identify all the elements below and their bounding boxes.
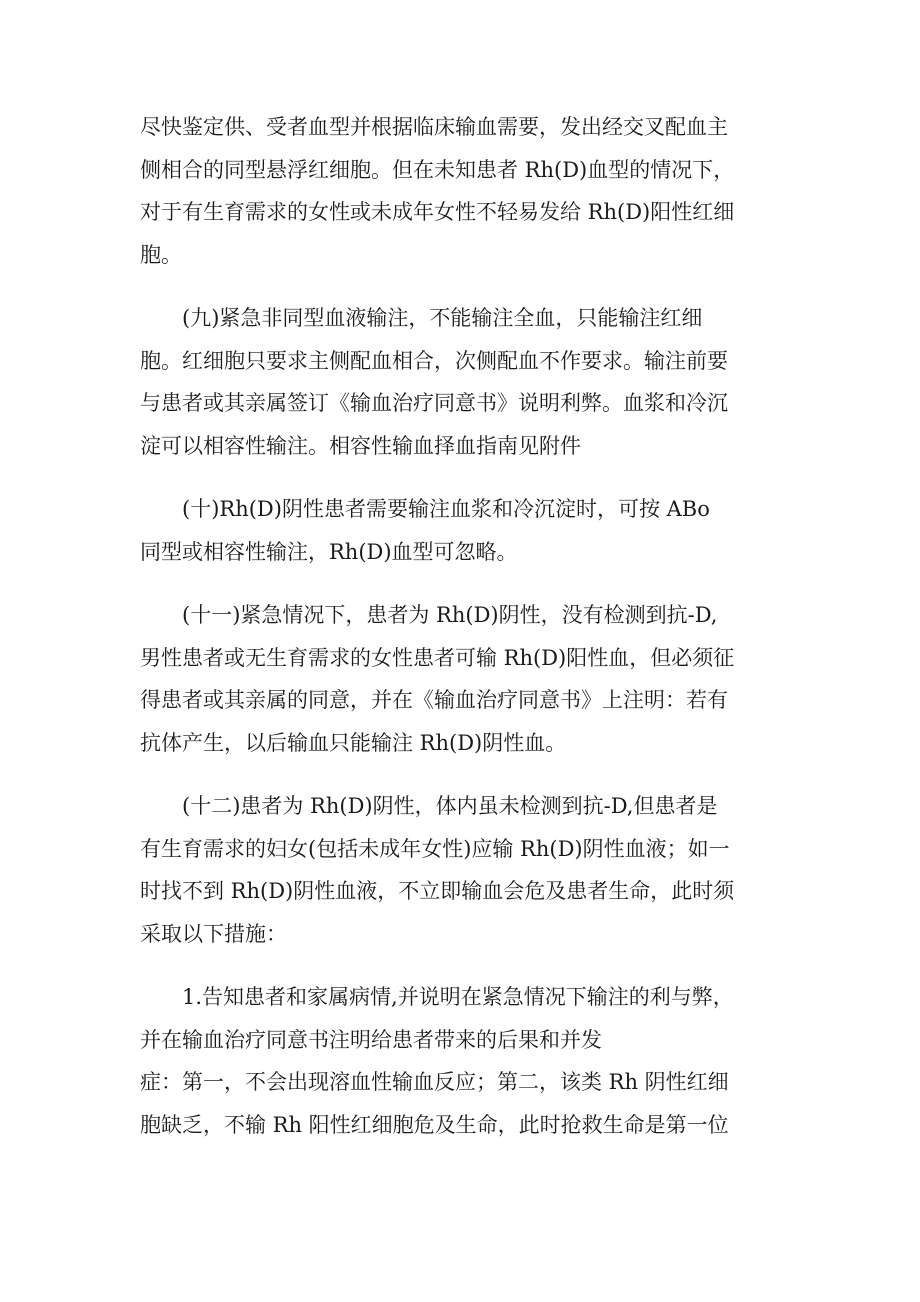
paragraph-item-11: [140, 594, 790, 764]
text-line: (十)Rh(D)阴性患者需要输注血浆和冷沉淀时，可按 ABo: [182, 497, 710, 521]
paragraph-gap: [140, 467, 790, 488]
text-line: 胞缺乏，不输 Rh 阳性红细胞危及生命，此时抢救生命是第一位: [140, 1112, 729, 1137]
text-line: 侧相合的同型悬浮红细胞。但在未知患者 Rh(D)血型的情况下，: [140, 157, 735, 182]
paragraph-measure-1-continued: [140, 1061, 790, 1146]
text-line: 对于有生育需求的女性或未成年女性不轻易发给 Rh(D)阳性红细: [140, 200, 735, 224]
text-line: 尽快鉴定供、受者血型并根据临床输血需要，发出经交叉配血主: [140, 115, 728, 139]
paragraph-gap: [140, 955, 790, 976]
paragraph-gap: [140, 573, 790, 594]
text-line: 男性患者或无生育需求的女性患者可输 Rh(D)阳性血，但必须征: [140, 645, 735, 670]
paragraph-item-10: [140, 488, 790, 573]
paragraph-item-12: [140, 785, 790, 955]
paragraph-continuation: [140, 106, 790, 276]
text-line: 1.告知患者和家属病情,并说明在紧急情况下输注的利与弊，: [182, 985, 734, 1009]
text-line: 得患者或其亲属的同意，并在《输血治疗同意书》上注明：若有: [140, 688, 728, 712]
text-line: 症：第一，不会出现溶血性输血反应；第二，该类 Rh 阴性红细: [140, 1070, 729, 1094]
text-line: 胞。红细胞只要求主侧配血相合，次侧配血不作要求。输注前要: [140, 348, 728, 373]
paragraph-measure-1: [140, 976, 790, 1061]
text-line: 并在输血治疗同意书注明给患者带来的后果和并发: [140, 1027, 602, 1052]
text-line: 有生育需求的妇女(包括未成年女性)应输 Rh(D)阴性血液；如一: [140, 836, 730, 861]
text-line: 胞。: [140, 242, 182, 267]
text-line: 与患者或其亲属签订《输血治疗同意书》说明利弊。血浆和冷沉: [140, 391, 728, 415]
paragraph-item-9: [140, 297, 790, 467]
text-line: (九)紧急非同型血液输注，不能输注全血，只能输注红细: [182, 306, 703, 330]
text-line: (十二)患者为 Rh(D)阴性，体内虽未检测到抗-D,但患者是: [182, 794, 718, 818]
text-line: 时找不到 Rh(D)阴性血液，不立即输血会危及患者生命，此时须: [140, 879, 735, 903]
text-line: 采取以下措施：: [140, 921, 287, 946]
document-body: [140, 106, 790, 1146]
paragraph-gap: [140, 764, 790, 785]
text-line: 同型或相容性输注，Rh(D)血型可忽略。: [140, 539, 518, 564]
text-line: 抗体产生，以后输血只能输注 Rh(D)阴性血。: [140, 730, 567, 755]
text-line: (十一)紧急情况下，患者为 Rh(D)阴性，没有检测到抗-D,: [182, 603, 718, 627]
paragraph-gap: [140, 276, 790, 297]
text-line: 淀可以相容性输注。相容性输血择血指南见附件: [140, 433, 581, 458]
